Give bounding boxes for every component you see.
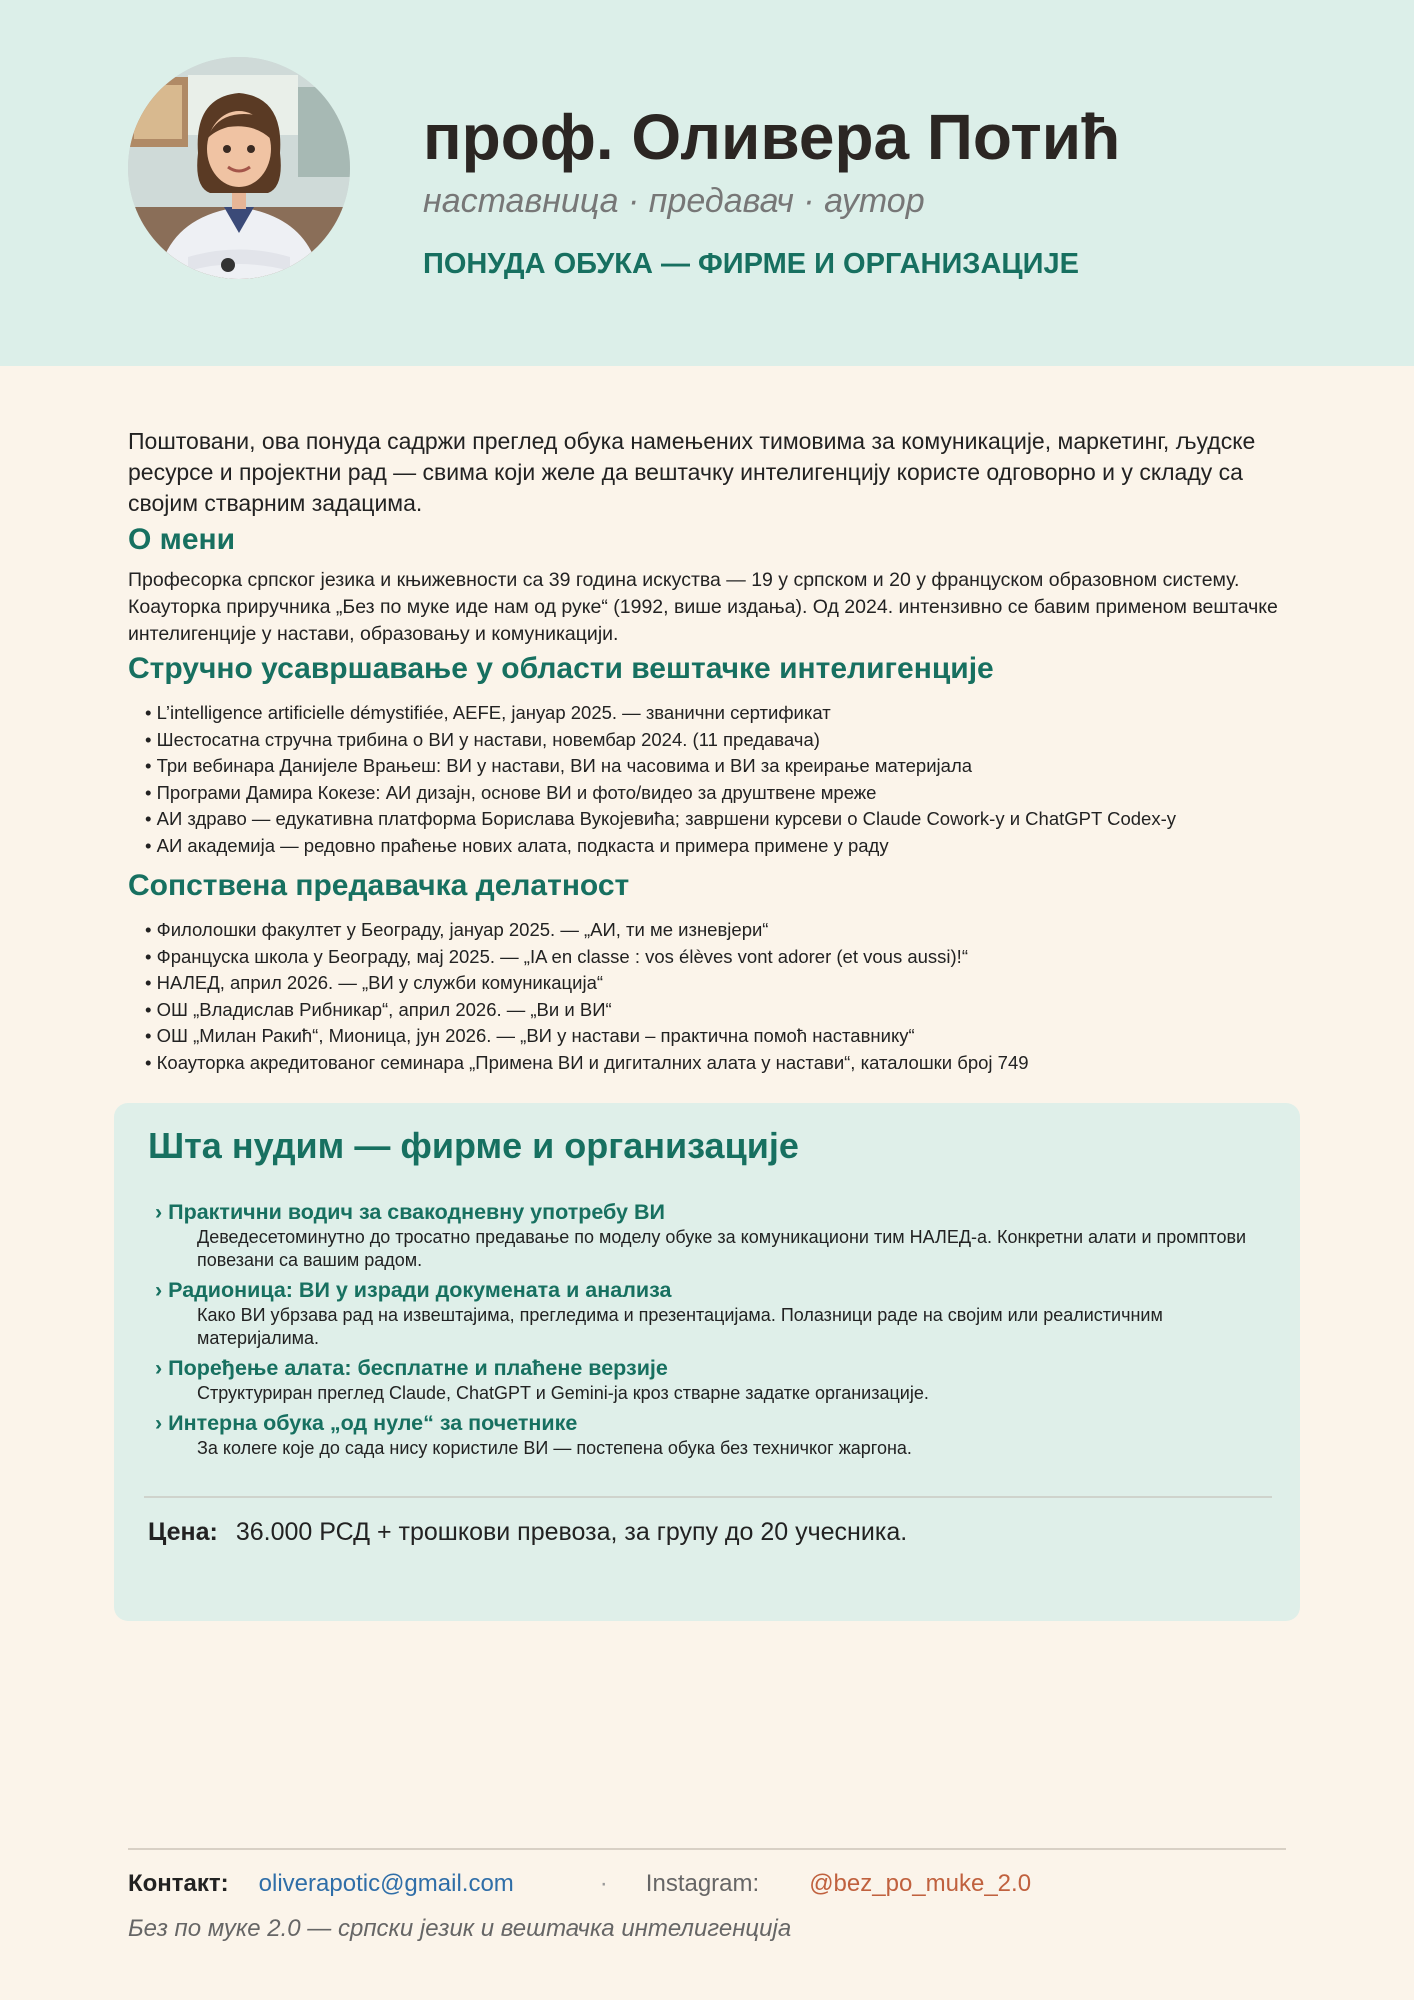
price-value: 36.000 РСД + трошкови превоза, за групу до 20 учесника. xyxy=(235,1518,908,1546)
teacher-avatar-icon xyxy=(128,57,350,279)
tagline: Без по муке 2.0 — српски језик и вештачка интелигенција xyxy=(128,1915,792,1942)
offer-box xyxy=(114,1103,1300,1621)
offer-list xyxy=(155,1198,1275,1464)
offer-item-title: › Практични водич за свакодневну употребу ВИ xyxy=(155,1200,665,1224)
list-item: • Три вебинара Данијеле Врањеш: ВИ у настави, ВИ на часовима и ВИ за креирање материјала xyxy=(145,753,1290,780)
list-item: • Коауторка акредитованог семинара „Примена ВИ и дигиталних алата у настави“, каталошки број 749 xyxy=(145,1050,1290,1077)
contact-line xyxy=(128,1870,1031,1898)
offer-item-desc: За колеге које до сада нису користиле ВИ — постепена обука без техничког жаргона. xyxy=(197,1438,912,1458)
instagram-label: Instagram: xyxy=(645,1870,760,1897)
offer-item-title: › Радионица: ВИ у изради докумената и анализа xyxy=(155,1278,672,1302)
offer-item xyxy=(155,1198,1275,1272)
list-item: • Шестосатна стручна трибина о ВИ у настави, новембар 2024. (11 предавача) xyxy=(145,727,1290,754)
training-list xyxy=(128,700,1290,859)
list-item: • Филолошки факултет у Београду, јануар 2025. — „АИ, ти ме изневјери“ xyxy=(145,917,1290,944)
offer-item xyxy=(155,1354,1275,1405)
offer-item-title: › Интерна обука „од нуле“ за почетнике xyxy=(155,1411,578,1435)
list-item: • АИ академија — редовно праћење нових алата, подкаста и примера примене у раду xyxy=(145,833,1290,860)
list-item: • Програми Дамира Кокезе: АИ дизајн, основе ВИ и фото/видео за друштвене мреже xyxy=(145,780,1290,807)
offer-label: ПОНУДА ОБУКА — ФИРМЕ И ОРГАНИЗАЦИЈЕ xyxy=(423,248,1079,280)
lectures-heading: Сопствена предавачка делатност xyxy=(128,869,630,902)
separator: · xyxy=(599,1870,608,1897)
offer-item-desc: Структуриран преглед Claude, ChatGPT и Gemini-ја кроз стварне задатке организације. xyxy=(197,1383,929,1403)
email-link[interactable]: oliverapotic@gmail.com xyxy=(258,1870,514,1897)
divider xyxy=(144,1496,1272,1498)
offer-title: Шта нудим — фирме и организације xyxy=(148,1125,799,1166)
offer-item-title: › Поређење алата: бесплатне и плаћене верзије xyxy=(155,1356,668,1380)
page-title: проф. Оливера Потић xyxy=(423,101,1121,173)
about-heading: О мени xyxy=(128,523,236,556)
list-item: • ОШ „Милан Ракић“, Мионица, јун 2026. — „ВИ у настави – практична помоћ наставнику“ xyxy=(145,1023,1290,1050)
offer-item-desc: Како ВИ убрзава рад на извештајима, прегледима и презентацијама. Полазници раде на својим или реалистичним материјалима. xyxy=(197,1305,1163,1348)
avatar xyxy=(128,57,350,279)
list-item: • НАЛЕД, април 2026. — „ВИ у служби комуникација“ xyxy=(145,970,1290,997)
contact-label: Контакт: xyxy=(128,1870,229,1897)
list-item: • ОШ „Владислав Рибникар“, април 2026. — „Ви и ВИ“ xyxy=(145,997,1290,1024)
list-item: • Француска школа у Београду, мај 2025. — „IA en classe : vos élèves vont adorer (et vous aussi)!“ xyxy=(145,944,1290,971)
price-line xyxy=(148,1518,907,1547)
list-item: • L’intelligence artificielle démystifiée, AEFE, јануар 2025. — званични сертификат xyxy=(145,700,1290,727)
subtitle: наставница · предавач · аутор xyxy=(423,182,925,220)
main-content xyxy=(128,426,1290,1082)
footer-divider xyxy=(128,1848,1286,1850)
training-heading: Стручно усавршавање у области вештачке интелигенције xyxy=(128,652,994,685)
offer-item xyxy=(155,1276,1275,1350)
lectures-list xyxy=(128,917,1290,1076)
offer-item-desc: Деведесетоминутно до тросатно предавање по моделу обуке за комуникациони тим НАЛЕД-а. Конкретни алати и промптови повезани са вашим радом. xyxy=(197,1227,1247,1270)
about-text: Професорка српског језика и књижевности са 39 година искуства — 19 у српском и 20 у француском образовном систему. Коауторка приручника „Без по муке иде нам од руке“ (1992, више издања). Од 2024. интензивно се бавим применом вештачке интелигенције у настави, образовању и комуникацији. xyxy=(128,569,1278,645)
list-item: • АИ здраво — едукативна платформа Борислава Вукојевића; завршени курсеви о Claude Cowork-у и ChatGPT Codex-у xyxy=(145,806,1290,833)
intro-paragraph: Поштовани, ова понуда садржи преглед обука намењених тимовима за комуникације, маркетинг, људске ресурсе и пројектни рад — свима који желе да вештачку интелигенцију користе одговорно и у складу са својим стварним задацима. xyxy=(128,428,1256,516)
price-label: Цена: xyxy=(148,1518,218,1546)
offer-item xyxy=(155,1409,1275,1460)
instagram-link[interactable]: @bez_po_muke_2.0 xyxy=(809,1870,1032,1897)
header-banner xyxy=(0,0,1414,366)
